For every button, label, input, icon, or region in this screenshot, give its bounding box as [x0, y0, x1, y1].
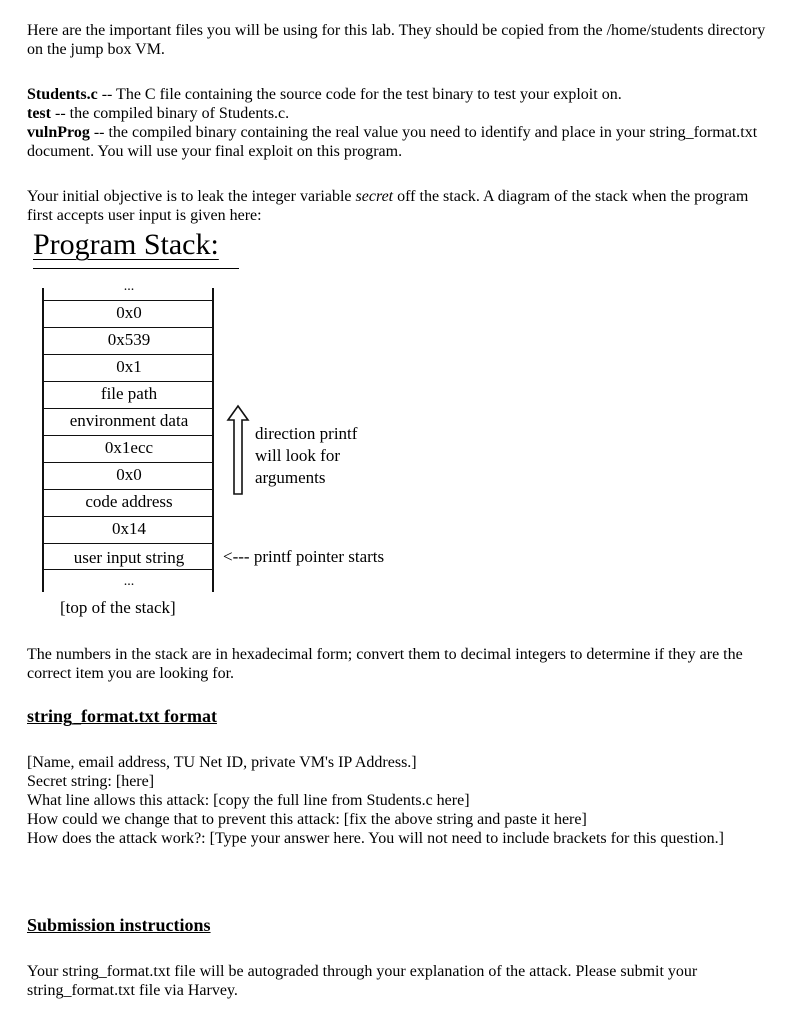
format-line: Secret string: [here] [27, 773, 155, 790]
submission-heading: Submission instructions [27, 915, 211, 935]
file-desc: -- The C file containing the source code for the test binary to test your exploit on. [97, 86, 622, 103]
file-item [27, 104, 777, 123]
secret-variable: secret [355, 188, 394, 205]
file-name: Students.c [27, 86, 98, 103]
file-desc: -- the compiled binary of Students.c. [50, 105, 290, 122]
file-list [27, 85, 777, 161]
stack-cell: 0x14 [44, 516, 214, 540]
objective-paragraph: Your initial objective is to leak the integer variable secret off the stack. A diagram of the stack when the program first accepts user input is given here: [27, 188, 749, 224]
format-line: How could we change that to prevent this attack: [fix the above string and paste it here] [27, 811, 587, 828]
stack-cell: code address [44, 489, 214, 513]
file-name: test [27, 105, 51, 122]
intro-paragraph: Here are the important files you will be using for this lab. They should be copied from the /home/students directory on the jump box VM. [27, 22, 766, 58]
file-name: vulnProg [27, 124, 90, 141]
up-arrow-icon [226, 404, 250, 498]
title-underline [33, 268, 239, 269]
stack-cell: 0x539 [44, 327, 214, 351]
stack-bottom-ellipsis: ... [123, 574, 135, 589]
format-line: How does the attack work?: [Type your answer here. You will not need to include brackets for this question.] [27, 830, 724, 847]
stack-cell: 0x1ecc [44, 435, 214, 459]
stack-cell: file path [44, 381, 214, 405]
stack-title: Program Stack: [33, 228, 219, 261]
stack-cell: 0x1 [44, 354, 214, 378]
format-heading: string_format.txt format [27, 706, 217, 726]
pointer-label: <--- printf pointer starts [223, 547, 385, 566]
stack-cell: 0x0 [44, 462, 214, 486]
format-line: What line allows this attack: [copy the full line from Students.c here] [27, 792, 470, 809]
file-item [27, 123, 777, 161]
submission-text: Your string_format.txt file will be autograded through your explanation of the attack. Please submit your string_format.txt file via Harvey. [27, 963, 698, 999]
file-desc: -- the compiled binary containing the real value you need to identify and place in your string_format.txt document. You will use your final exploit on this program. [27, 124, 758, 160]
stack-top-ellipsis: ... [123, 279, 135, 294]
format-line: [Name, email address, TU Net ID, private VM's IP Address.] [27, 754, 417, 771]
file-item [27, 85, 777, 104]
hex-note: The numbers in the stack are in hexadecimal form; convert them to decimal integers to determine if they are the correct item you are looking for. [27, 646, 743, 682]
format-lines [27, 753, 777, 848]
stack-cell: 0x0 [44, 300, 214, 324]
stack-cell: environment data [44, 408, 214, 432]
arrow-label: direction printf will look for arguments [255, 424, 358, 487]
stack-cell: user input string [44, 543, 214, 570]
stack-caption: [top of the stack] [60, 598, 176, 617]
